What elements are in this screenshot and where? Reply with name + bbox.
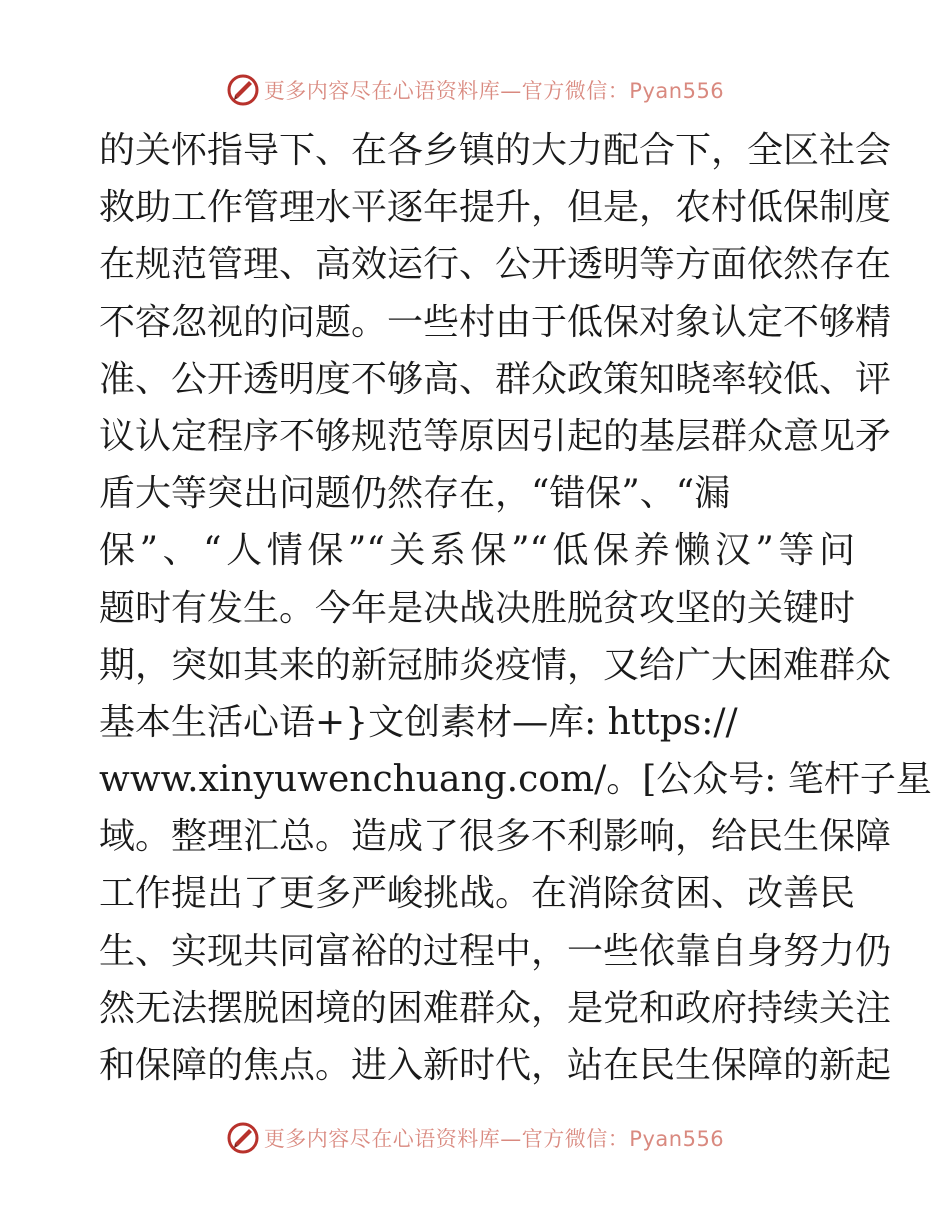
body-line: 然无法摆脱困境的困难群众，是党和政府持续关注 <box>99 987 892 1029</box>
footer-banner <box>0 1120 950 1156</box>
body-line: 工作提出了更多严峻挑战。在消除贫困、改善民 <box>99 873 856 915</box>
document-body <box>99 122 932 1094</box>
header-text: 更多内容尽在心语资料库—官方微信：Pyan556 <box>263 79 725 103</box>
body-line: www.xinyuwenchuang.com/。[公众号: 笔杆子星 <box>99 759 932 801</box>
body-line: 的关怀指导下、在各乡镇的大力配合下，全区社会 <box>99 130 892 171</box>
body-line: 盾大等突出问题仍然存在，“错保”、“漏 <box>99 473 731 515</box>
body-line: 保”、“人情保”“关系保”“低保养懒汉”等问 <box>99 530 855 572</box>
body-line: 期，突如其来的新冠肺炎疫情，又给广大困难群众 <box>99 644 892 686</box>
logo-icon <box>226 73 260 107</box>
footer-text: 更多内容尽在心语资料库—官方微信：Pyan556 <box>263 1127 725 1151</box>
body-line: 准、公开透明度不够高、群众政策知晓率较低、评 <box>99 358 892 400</box>
body-line: 在规范管理、高效运行、公开透明等方面依然存在 <box>99 244 892 286</box>
header-banner <box>0 72 950 108</box>
body-line: 和保障的焦点。进入新时代，站在民生保障的新起 <box>99 1045 892 1086</box>
body-line: 基本生活心语+}文创素材—库: https:// <box>99 701 738 743</box>
body-line: 救助工作管理水平逐年提升，但是，农村低保制度 <box>99 187 892 229</box>
body-line: 议认定程序不够规范等原因引起的基层群众意见矛 <box>99 415 892 457</box>
body-line: 生、实现共同富裕的过程中，一些依靠自身努力仍 <box>99 930 892 972</box>
logo-icon <box>226 1121 260 1155</box>
body-line: 不容忽视的问题。一些村由于低保对象认定不够精 <box>99 301 892 343</box>
body-line: 域。整理汇总。造成了很多不利影响，给民生保障 <box>99 816 892 858</box>
body-line: 题时有发生。今年是决战决胜脱贫攻坚的关键时 <box>99 587 856 629</box>
